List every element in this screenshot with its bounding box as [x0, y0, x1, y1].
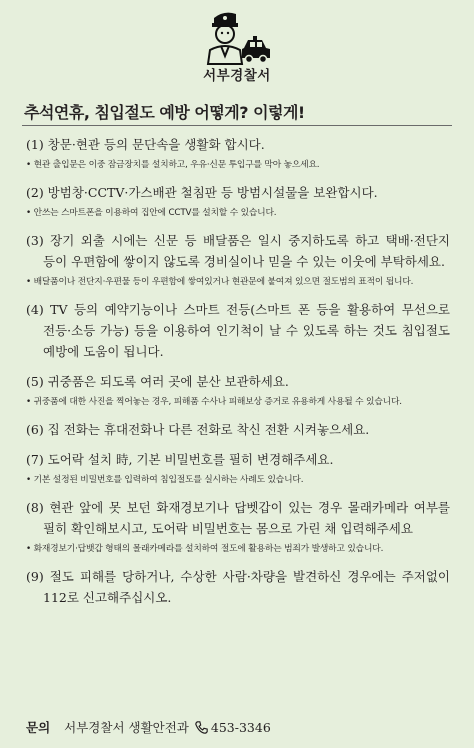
tip-note: • 기본 설정된 비밀번호를 입력하여 침입절도를 실시하는 사례도 있습니다. — [26, 475, 304, 485]
org-name: 서부경찰서 — [203, 68, 271, 84]
tip-text: (4) TV 등의 예약기능이나 스마트 전등(스마트 폰 등을 활용하여 무선으로 전등·소등 가능) 등을 이용하여 인기척이 날 수 있도록 하는 것도 침입절도 예방에 도움이 됩니다. — [26, 302, 450, 359]
tip-text: (5) 귀중품은 되도록 여러 곳에 분산 보관하세요. — [26, 374, 289, 389]
list-item — [26, 497, 450, 557]
list-item — [26, 566, 450, 608]
tip-text: (2) 방범창·CCTV·가스배관 철침판 등 방범시설물을 보완합시다. — [26, 185, 378, 200]
list-item — [26, 134, 450, 173]
list-item — [26, 182, 450, 221]
contact-label: 문의 — [26, 720, 51, 735]
tip-text: (8) 현관 앞에 못 보던 화재경보기나 답벳갑이 있는 경우 몰래카메라 여부를 필히 확인해보시고, 도어락 비밀번호는 몸으로 가린 채 입력해주세요 — [26, 500, 450, 536]
tip-note: • 귀중품에 대한 사진을 찍어놓는 경우, 피해품 수사나 피해보상 증거로 유용하게 사용될 수 있습니다. — [26, 397, 402, 407]
list-item — [26, 299, 450, 362]
title-divider — [22, 125, 452, 126]
list-item — [26, 449, 450, 488]
tip-note: • 안쓰는 스마트폰을 이용하여 집안에 CCTV를 설치할 수 있습니다. — [26, 208, 277, 218]
phone-icon — [195, 721, 208, 734]
tip-text: (3) 장기 외출 시에는 신문 등 배달품은 일시 중지하도록 하고 택배·전단지 등이 우편함에 쌓이지 않도록 경비실이나 믿을 수 있는 이웃에 부탁하세요. — [26, 233, 450, 269]
tip-text: (9) 절도 피해를 당하거나, 수상한 사람·차량을 발견하신 경우에는 주저없이 112로 신고해주십시오. — [26, 569, 450, 605]
tip-text: (7) 도어락 설치 時, 기본 비밀번호를 필히 변경해주세요. — [26, 452, 334, 467]
header — [0, 0, 474, 92]
tips-list — [26, 134, 450, 617]
tip-text: (1) 창문·현관 등의 문단속을 생활화 합시다. — [26, 137, 265, 152]
contact-footer — [26, 718, 271, 736]
police-officer-with-patrol-car-icon — [196, 8, 278, 68]
list-item — [26, 419, 450, 440]
tip-text: (6) 집 전화는 휴대전화나 다른 전화로 착신 전환 시켜놓으세요. — [26, 422, 370, 437]
tip-note: • 화재경보기·답뱃갑 형태의 몰래카메라를 설치하여 절도에 활용하는 범죄가 발생하고 있습니다. — [26, 544, 384, 554]
list-item — [26, 371, 450, 410]
tip-note: • 현관 출입문은 이중 잠금장치를 설치하고, 우유·신문 투입구를 막아 놓으세요. — [26, 160, 320, 170]
tip-note: • 배달품이나 전단지·우편물 등이 우편함에 쌓여있거나 현관문에 붙여져 있으면 절도범의 표적이 됩니다. — [26, 277, 414, 287]
contact-department: 서부경찰서 생활안전과 — [64, 720, 189, 735]
page-title: 추석연휴, 침입절도 예방 어떻게? 이렇게! — [24, 103, 305, 122]
contact-phone: 453-3346 — [210, 719, 271, 735]
list-item — [26, 230, 450, 290]
